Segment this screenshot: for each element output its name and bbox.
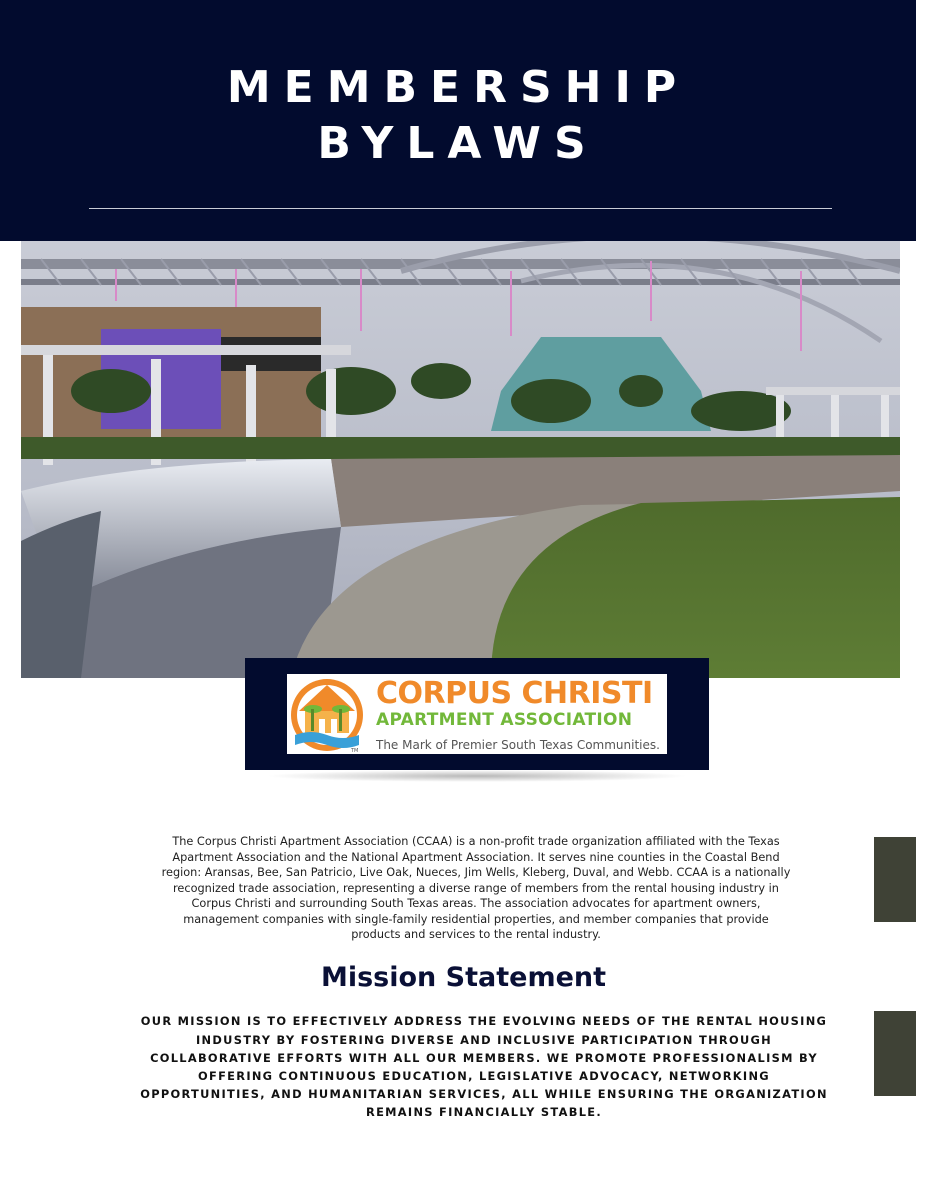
page-title-line1: MEMBERSHIP (226, 62, 690, 113)
logo-tagline: The Mark of Premier South Texas Communities. (376, 738, 660, 752)
cover-photo (21, 241, 900, 678)
logo-name-line2: APARTMENT ASSOCIATION (376, 710, 633, 730)
logo-shadow (265, 770, 689, 782)
intro-paragraph: The Corpus Christi Apartment Association (CCAA) is a non-profit trade organization affiliated with the Texas Apartment Association and the National Apartment Association. It serves nine counties in the Coastal Bend region: Aransas, Bee, San Patricio, Live Oak, Nueces, Jim Wells, Kleberg, Duval, and Webb. CCAA is a nationally recognized trade association, representing a diverse range of members from the rental housing industry in Corpus Christi and surrounding South Texas areas. The association advocates for apartment owners, management companies with single-family residential properties, and member companies that provide products and services to the rental industry. (161, 835, 791, 942)
fountain-bridge-illustration (21, 241, 900, 678)
side-tab-block (874, 837, 916, 922)
page-title-line2: BYLAWS (317, 118, 599, 169)
header-banner (0, 0, 916, 241)
svg-text:TM: TM (351, 748, 359, 753)
logo-name-line1: CORPUS CHRISTI (376, 676, 653, 711)
side-tab-block (874, 1011, 916, 1096)
mission-statement: OUR MISSION IS TO EFFECTIVELY ADDRESS THE EVOLVING NEEDS OF THE RENTAL HOUSING INDUSTRY BY FOSTERING DIVERSE AND INCLUSIVE PARTICIPATION THROUGH COLLABORATIVE EFFORTS WITH ALL OUR MEMBERS. WE PROMOTE PROFESSIONALISM BY OFFERING CONTINUOUS EDUCATION, LEGISLATIVE ADVOCACY, NETWORKING OPPORTUNITIES, AND HUMANITARIAN SERVICES, ALL WHILE ENSURING THE ORGANIZATION REMAINS FINANCIALLY STABLE. (140, 1014, 828, 1120)
mission-heading: Mission Statement (320, 962, 607, 993)
header-divider (89, 208, 832, 209)
palm-house-logo-icon (289, 675, 367, 753)
